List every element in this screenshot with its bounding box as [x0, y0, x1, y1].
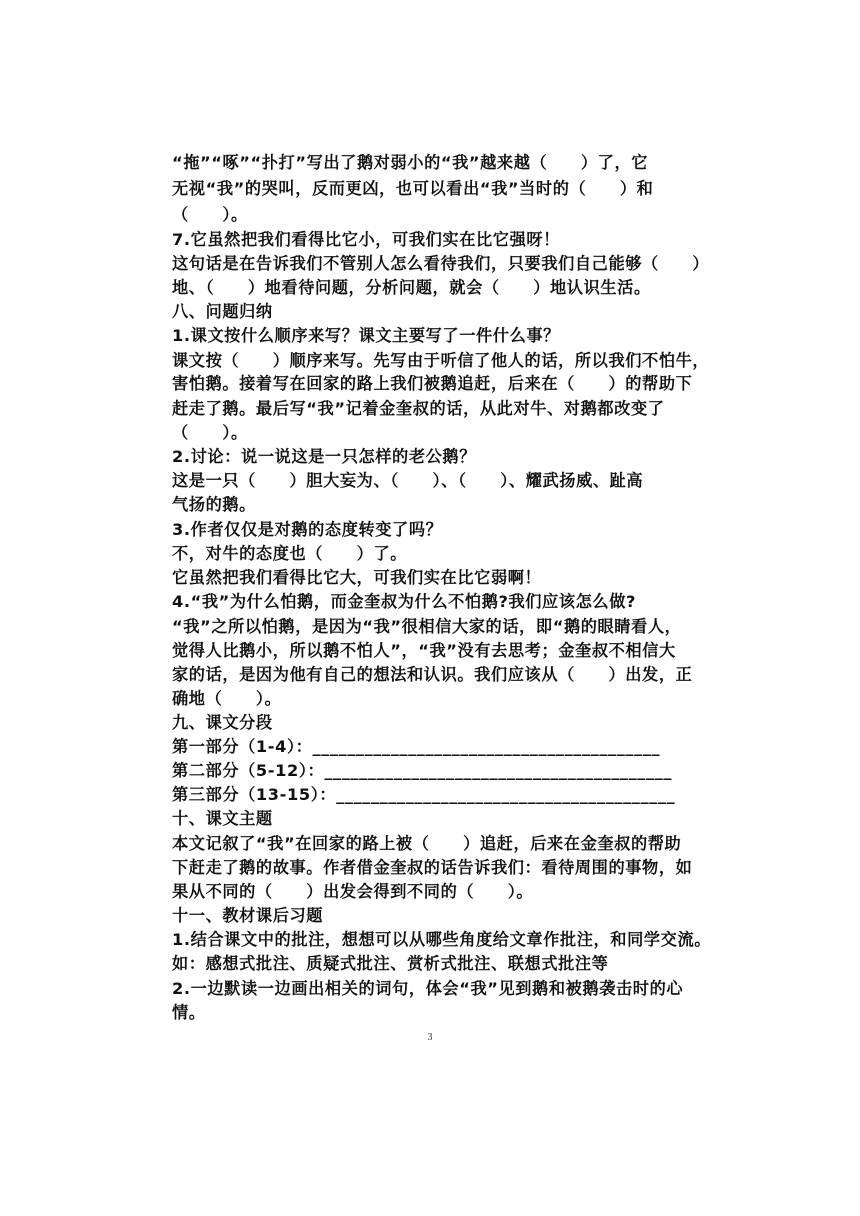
text-line: 家的话，是因为他有自己的想法和认识。我们应该从（ ）出发，正 — [172, 665, 693, 684]
text-line: “拖”“啄”“扑打”写出了鹅对弱小的“我”越来越（ ）了，它 — [172, 153, 649, 172]
section-heading: 十、课文主题 — [172, 809, 273, 828]
text-line: 确地（ ）。 — [172, 689, 282, 708]
question-line: 1.结合课文中的批注，想想可以从哪些角度给文章作批注，和同学交流。 — [172, 930, 712, 949]
text-line: 如：感想式批注、质疑式批注、赏析式批注、联想式批注等 — [172, 954, 609, 973]
text-line: 赶走了鹅。最后写“我”记着金奎叔的话，从此对牛、对鹅都改变了 — [172, 399, 665, 418]
question-line: 4.“我”为什么怕鹅，而金奎叔为什么不怕鹅?我们应该怎么做? — [172, 592, 636, 611]
text-line: “我”之所以怕鹅，是因为“我”很相信大家的话，即“鹅的眼睛看人， — [172, 617, 682, 636]
text-line: 害怕鹅。接着写在回家的路上我们被鹅追赶，后来在（ ）的帮助下 — [172, 374, 693, 393]
section-heading: 九、课文分段 — [172, 713, 273, 732]
text-line: 这句话是在告诉我们不管别人怎么看待我们，只要我们自己能够（ ） — [172, 254, 710, 273]
text-line: 本文记叙了“我”在回家的路上被（ ）追赶，后来在金奎叔的帮助 — [172, 834, 682, 853]
question-line: 2.一边默读一边画出相关的词句，体会“我”见到鹅和被鹅袭击时的心 — [172, 979, 684, 998]
text-line: 下赶走了鹅的故事。作者借金奎叔的话告诉我们：看待周围的事物，如 — [172, 858, 693, 877]
text-line: 气扬的鹅。 — [172, 495, 256, 514]
fill-line: 第三部分（13-15）：_______________________________________ — [172, 785, 676, 804]
question-line: 1.课文按什么顺序来写？课文主要写了一件什么事？ — [172, 326, 560, 345]
question-line: 3.作者仅仅是对鹅的态度转变了吗？ — [172, 520, 443, 539]
text-line: （ ）。 — [172, 205, 248, 224]
text-line: 它虽然把我们看得比它大，可我们实在比它弱啊！ — [172, 568, 542, 587]
text-line: 地、（ ）地看待问题，分析问题，就会（ ）地认识生活。 — [172, 278, 651, 297]
text-line: 这是一只（ ）胆大妄为、（ ）、（ ）、耀武扬威、趾高 — [172, 471, 644, 490]
text-line: 课文按（ ）顺序来写。先写由于听信了他人的话，所以我们不怕牛， — [172, 351, 710, 370]
section-heading: 八、问题归纳 — [172, 302, 273, 321]
question-line: 7.它虽然把我们看得比它小，可我们实在比它强呀！ — [172, 230, 560, 249]
fill-line: 第二部分（5-12）：________________________________________ — [172, 761, 673, 780]
text-line: 不，对牛的态度也（ ）了。 — [172, 544, 408, 563]
section-heading: 十一、教材课后习题 — [172, 906, 324, 925]
text-line: 觉得人比鹅小，所以鹅不怕人”，“我”没有去思考；金奎叔不相信大 — [172, 641, 676, 660]
text-line: 情。 — [172, 1003, 206, 1022]
page-number: 3 — [427, 1032, 433, 1043]
fill-line: 第一部分（1-4）：________________________________________ — [172, 737, 661, 756]
question-line: 2.讨论：说一说这是一只怎样的老公鹅？ — [172, 447, 476, 466]
text-line: （ ）。 — [172, 423, 248, 442]
text-line: 果从不同的（ ）出发会得到不同的（ ）。 — [172, 882, 534, 901]
text-line: 无视“我”的哭叫，反而更凶，也可以看出“我”当时的（ ）和 — [172, 179, 654, 198]
